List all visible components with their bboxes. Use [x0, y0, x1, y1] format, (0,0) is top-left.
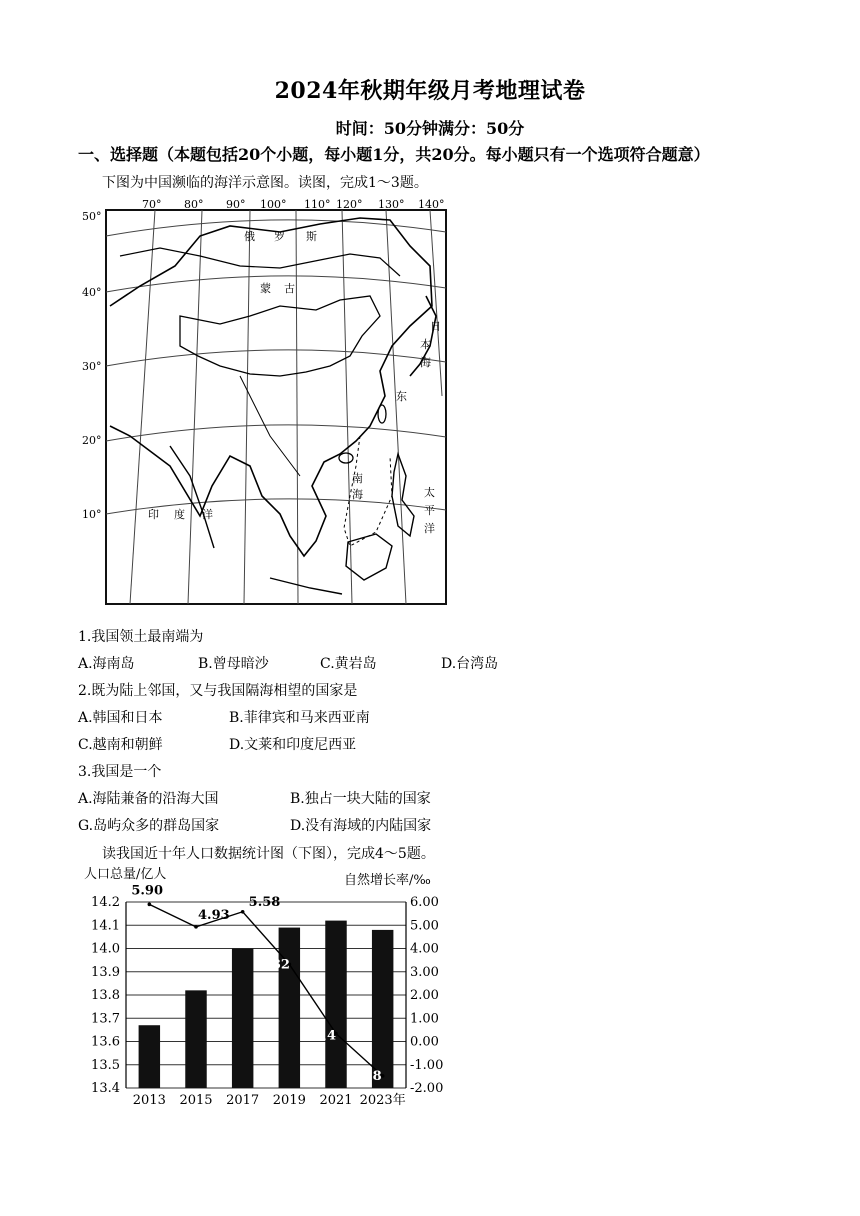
growth-rate-line	[149, 904, 382, 1076]
lon-label: 110°	[304, 198, 331, 211]
growth-rate-point	[148, 903, 152, 907]
lon-label: 130°	[378, 198, 405, 211]
chart-intro: 读我国近十年人口数据统计图（下图），完成4～5题。	[102, 846, 435, 862]
population-bar	[232, 949, 253, 1089]
q2-option-d: D.文莱和印度尼西亚	[229, 737, 357, 753]
place-label: 东	[396, 390, 407, 403]
question-1-stem: 1.我国领土最南端为	[78, 629, 204, 645]
place-label: 罗	[274, 230, 285, 243]
place-label: 海	[420, 356, 431, 369]
lat-label: 20°	[82, 434, 102, 447]
q3-option-d: D.没有海域的内陆国家	[290, 818, 432, 834]
left-tick-label: 14.0	[91, 941, 120, 957]
q2-option-a: A.韩国和日本	[78, 710, 163, 726]
left-tick-label: 13.4	[91, 1081, 120, 1096]
place-label: 平	[424, 504, 435, 517]
place-label: 南	[352, 472, 363, 485]
question-2-stem: 2.既为陆上邻国，又与我国隔海相望的国家是	[78, 683, 358, 699]
population-bar	[185, 990, 206, 1088]
left-tick-label: 13.5	[91, 1057, 120, 1073]
lat-label: 40°	[82, 286, 102, 299]
right-tick-label: 6.00	[410, 895, 439, 910]
growth-rate-label: 5.90	[131, 883, 164, 899]
left-tick-label: 13.9	[91, 964, 120, 980]
growth-rate-point	[241, 910, 245, 914]
population-chart	[78, 862, 458, 1112]
map-intro: 下图为中国濒临的海洋示意图。读图，完成1～3题。	[102, 175, 428, 191]
left-tick-label: 13.7	[91, 1011, 120, 1027]
place-label: 日	[430, 320, 441, 333]
growth-rate-point	[194, 925, 198, 929]
lon-label: 80°	[184, 198, 204, 211]
place-label: 斯	[306, 230, 317, 243]
left-axis-label: 人口总量/亿人	[84, 867, 167, 882]
place-label: 本	[420, 338, 431, 351]
lat-label: 50°	[82, 210, 102, 223]
q2-option-c: C.越南和朝鲜	[78, 737, 163, 753]
left-tick-label: 14.1	[91, 918, 120, 934]
map-frame	[106, 210, 446, 604]
place-label: 洋	[202, 508, 213, 521]
q3-option-b: B.独占一块大陆的国家	[290, 791, 431, 807]
x-tick-label: 2021	[319, 1093, 353, 1108]
right-tick-label: 1.00	[410, 1011, 439, 1027]
section-heading: 一、选择题（本题包括20个小题，每小题1分，共20分。每小题只有一个选项符合题意）	[78, 145, 710, 164]
place-label: 太	[424, 486, 435, 499]
lon-label: 140°	[418, 198, 445, 211]
growth-rate-label: 4.93	[198, 907, 230, 923]
q3-option-a: A.海陆兼备的沿海大国	[78, 791, 219, 807]
place-label: 俄	[244, 230, 255, 243]
population-bar	[372, 930, 393, 1088]
right-tick-label: 2.00	[410, 988, 439, 1003]
lon-label: 90°	[226, 198, 246, 211]
right-tick-label: -1.00	[410, 1057, 444, 1073]
right-tick-label: 0.00	[410, 1034, 439, 1050]
right-tick-label: 4.00	[410, 941, 439, 957]
q1-option-a: A.海南岛	[78, 656, 135, 672]
x-tick-label: 2017	[226, 1093, 260, 1108]
q2-option-b: B.菲律宾和马来西亚南	[229, 710, 370, 726]
place-label: 洋	[424, 522, 435, 535]
q1-option-c: C.黄岩岛	[320, 656, 377, 672]
place-label: 印	[148, 508, 159, 521]
lon-label: 120°	[336, 198, 363, 211]
lat-label: 10°	[82, 508, 102, 521]
place-label: 古	[284, 282, 295, 295]
left-tick-label: 14.2	[91, 895, 120, 910]
page-title: 2024年秋期年级月考地理试卷	[274, 78, 586, 104]
x-tick-label: 2019	[272, 1093, 306, 1108]
lat-label: 30°	[82, 360, 102, 373]
x-tick-label: 2023年	[359, 1093, 406, 1108]
right-tick-label: 3.00	[410, 964, 439, 980]
place-label: 蒙	[260, 282, 271, 295]
growth-rate-label: 14	[318, 1028, 337, 1044]
population-bar	[279, 928, 300, 1088]
q1-option-d: D.台湾岛	[441, 656, 499, 672]
right-axis-label: 自然增长率/‰	[344, 873, 431, 888]
question-3-stem: 3.我国是一个	[78, 764, 162, 780]
q1-option-b: B.曾母暗沙	[198, 656, 269, 672]
place-label: 海	[352, 488, 363, 501]
left-tick-label: 13.8	[91, 988, 120, 1003]
q3-option-c: G.岛屿众多的群岛国家	[78, 818, 220, 834]
x-tick-label: 2013	[132, 1093, 166, 1108]
growth-rate-label: .32	[267, 957, 290, 973]
population-bar	[139, 1025, 160, 1088]
left-tick-label: 13.6	[91, 1034, 120, 1050]
population-bar	[325, 921, 346, 1088]
lon-label: 70°	[142, 198, 162, 211]
place-label: 度	[174, 508, 185, 521]
x-tick-label: 2015	[179, 1093, 213, 1108]
right-tick-label: -2.00	[410, 1081, 444, 1096]
growth-rate-label: 5.58	[248, 894, 281, 910]
growth-rate-label: 8	[372, 1068, 382, 1084]
right-tick-label: 5.00	[410, 918, 439, 934]
lon-label: 100°	[260, 198, 287, 211]
asia-sea-map	[80, 196, 460, 614]
exam-info: 时间：50分钟满分：50分	[335, 119, 525, 138]
